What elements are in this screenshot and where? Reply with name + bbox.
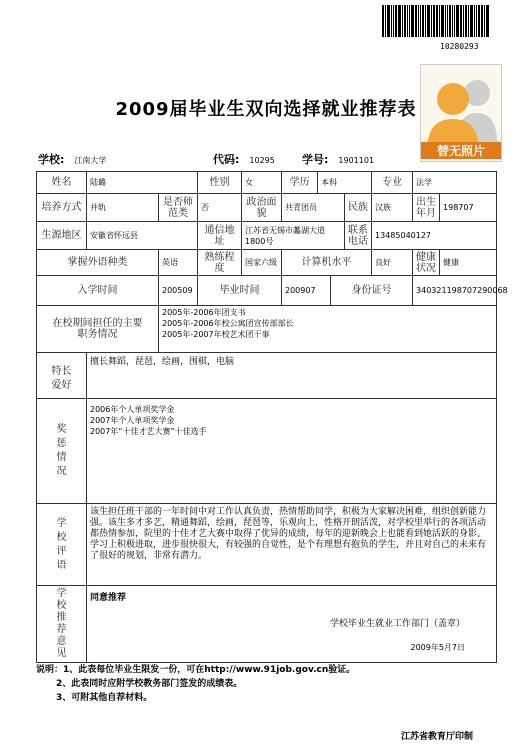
awards-label-cell (37, 399, 87, 504)
footer-note-1: 说明：1、此表每位毕业生限发一份，可在http://www.91job.gov.cn验证。 (36, 665, 356, 675)
table-row (37, 306, 497, 353)
list-item: 2005年-2006年校公寓团宣传部部长 (162, 319, 294, 328)
barcode (382, 5, 494, 37)
footer-note-2: 2、此表同时应附学校教务部门签发的成绩表。 (56, 679, 243, 689)
health-label: 健康状况 (413, 250, 440, 276)
evaluation-value: 该生担任班干部的一年时间中对工作认真负责，热情帮助同学，积极为大家解决困难，组织创新能力强。该生多才多艺，精通舞蹈，绘画，琵琶等，乐观向上，性格开朗活泼，对学校里举行的各项活动都热情参加，院里的十佳才艺大赛中取得了优异的成绩，每年的迎新晚会上也能看到她活跃的身影。学习上积极进取，进步很快很大，有较强的自觉性，是个有理想有抱负的学生，并且对自己的未来有了很好的规划，非常有潜力。 (87, 504, 497, 586)
origin-value: 安徽省怀远县 (87, 222, 198, 250)
degree-label: 学历 (282, 172, 318, 194)
student-id-value: 1901101 (338, 156, 375, 165)
birth-value: 198707 (440, 194, 497, 222)
photo-label: 替无照片 (421, 142, 501, 159)
ethnicity-value: 汉族 (372, 194, 413, 222)
training-label: 培养方式 (37, 194, 87, 222)
table-row (37, 586, 497, 663)
phone-label: 联系电话 (345, 222, 372, 250)
recommendation-value (87, 586, 497, 663)
phone-value: 13485040127 (372, 222, 497, 250)
graduate-value: 200907 (282, 276, 331, 306)
gender-value: 女 (242, 172, 282, 194)
evaluation-label: 学校评语 (56, 517, 67, 571)
recommendation-label-cell (37, 586, 87, 663)
recommendation-label: 学校推荐意见 (56, 588, 67, 659)
computer-label: 计算机水平 (282, 250, 372, 276)
training-value: 并轨 (87, 194, 159, 222)
proficiency-value: 国家六级 (242, 250, 282, 276)
barcode-number: 10280293 (440, 42, 479, 51)
table-row (37, 250, 497, 276)
school-value: 江南大学 (74, 156, 107, 165)
table-row (37, 276, 497, 306)
list-item: 2005年-2007年校艺术团干事 (162, 330, 270, 339)
positions-label: 在校期间担任的主要职务情况 (37, 306, 159, 353)
recommendation-opinion: 同意推荐 (90, 593, 127, 603)
student-id-label: 学号: (302, 153, 329, 166)
normal-label: 是否师范类 (159, 194, 198, 222)
enroll-label: 入学时间 (37, 276, 159, 306)
recommendation-form (36, 171, 508, 663)
origin-label: 生源地区 (37, 222, 87, 250)
awards-label: 奖惩情况 (56, 424, 67, 477)
normal-value: 否 (198, 194, 242, 222)
address-label: 通信地址 (198, 222, 242, 250)
name-label: 姓名 (37, 172, 87, 194)
ethnicity-label: 民族 (345, 194, 372, 222)
health-value: 健康 (440, 250, 497, 276)
language-label: 掌握外语种类 (37, 250, 159, 276)
code-field (213, 151, 275, 167)
idcard-value: 340321198707290068 (413, 276, 497, 306)
table-row (37, 399, 497, 504)
list-item: 2007年“十佳才艺大赛”十佳选手 (90, 427, 207, 436)
code-label: 代码: (213, 153, 240, 166)
birth-label: 出生年月 (413, 194, 440, 222)
evaluation-label-cell (37, 504, 87, 586)
computer-value: 良好 (372, 250, 413, 276)
gender-label: 性别 (198, 172, 242, 194)
positions-value (159, 306, 497, 353)
name-value: 陆璐 (87, 172, 198, 194)
footer-notes (36, 663, 355, 705)
list-item: 2006年个人单项奖学金 (90, 405, 175, 414)
code-value: 10295 (249, 156, 275, 165)
political-label: 政治面貌 (242, 194, 282, 222)
school-label: 学校: (38, 153, 65, 166)
table-row (37, 222, 497, 250)
page-title: 2009届毕业生双向选择就业推荐表 (115, 99, 417, 120)
hobbies-label-cell (37, 353, 87, 399)
idcard-label: 身份证号 (331, 276, 413, 306)
major-label: 专业 (372, 172, 413, 194)
list-item: 2005年-2006年团支书 (162, 308, 246, 317)
address-value: 江苏省无锡市蠡湖大道1800号 (242, 222, 345, 250)
recommendation-date: 2009年5月7日 (410, 643, 466, 652)
political-value: 共青团员 (282, 194, 345, 222)
table-row (37, 172, 497, 194)
major-value: 法学 (413, 172, 497, 194)
list-item: 2007年个人单项奖学金 (90, 416, 175, 425)
recommendation-department: 学校毕业生就业工作部门（盖章） (330, 619, 466, 629)
language-value: 英语 (159, 250, 198, 276)
table-row (37, 353, 497, 399)
enroll-value: 200509 (159, 276, 198, 306)
school-field (38, 151, 106, 167)
proficiency-label: 熟练程度 (198, 250, 242, 276)
footer-note-3: 3、可附其他自荐材料。 (56, 693, 153, 703)
graduate-label: 毕业时间 (198, 276, 282, 306)
printer-name: 江苏省教育厅印制 (401, 732, 474, 742)
student-id-field (302, 151, 374, 167)
table-row (37, 194, 497, 222)
hobbies-label: 特长爱好 (51, 366, 72, 391)
table-row (37, 504, 497, 586)
hobbies-value: 擅长舞蹈，琵琶，绘画，围棋，电脑 (87, 353, 497, 399)
awards-value (87, 399, 497, 504)
degree-value: 本科 (318, 172, 372, 194)
